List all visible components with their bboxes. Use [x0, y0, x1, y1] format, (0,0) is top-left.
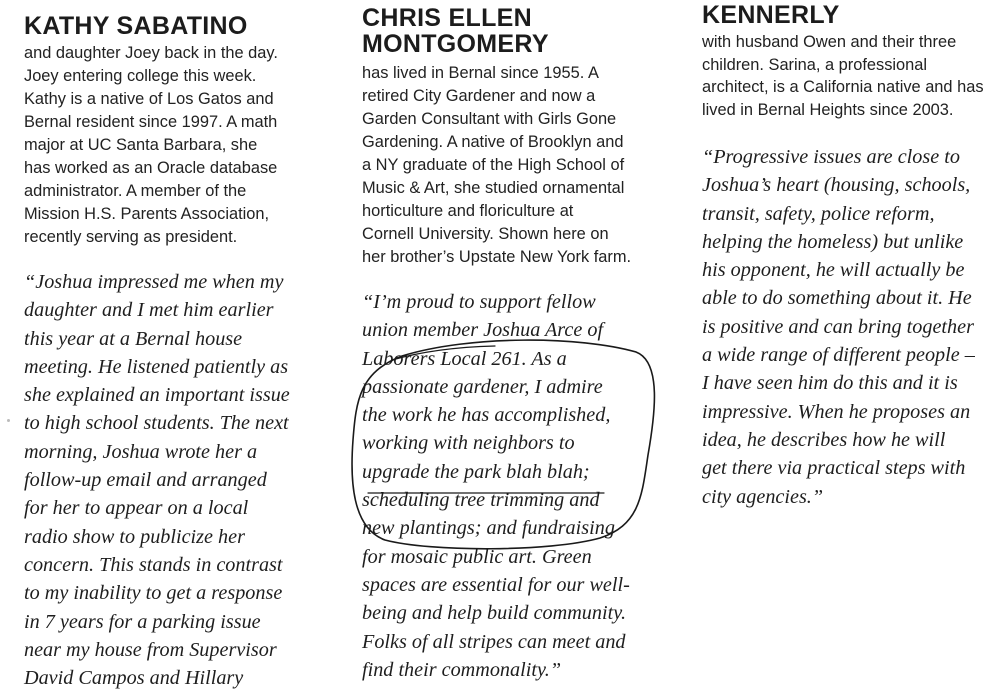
quote-line: to high school students. The next — [24, 412, 289, 435]
quote-line: new plantings; and fundraising — [362, 517, 615, 540]
quote-line: transit, safety, police reform, — [702, 202, 935, 225]
quote-line: being and help build community. — [362, 602, 627, 625]
bio-line: horticulture and floriculture at — [362, 202, 574, 220]
bio-line: Garden Consultant with Girls Gone — [362, 110, 617, 128]
quote-line: for mosaic public art. Green — [362, 545, 592, 568]
bio-line: her brother’s Upstate New York farm. — [362, 248, 632, 266]
bio-line: a NY graduate of the High School of — [362, 156, 625, 174]
quote-line: she explained an important issue — [24, 384, 290, 407]
bio-line: children. Sarina, a professional — [702, 55, 928, 74]
bio-paragraph — [24, 42, 334, 249]
quote-line: city agencies.” — [702, 485, 824, 508]
bio-line: Music & Art, she studied ornamental — [362, 179, 625, 197]
bio-line: administrator. A member of the — [24, 182, 247, 200]
quote-line: daughter and I met him earlier — [24, 299, 274, 322]
quote-line: Laborers Local 261. As a — [362, 347, 567, 370]
bio-line: Bernal resident since 1997. A math — [24, 113, 278, 131]
quote-paragraph — [362, 288, 682, 684]
quote-paragraph — [24, 268, 334, 692]
quote-line: union member Joshua Arce of — [362, 319, 604, 342]
bio-paragraph — [362, 62, 682, 269]
bio-line: retired City Gardener and now a — [362, 87, 596, 105]
person-name: KENNERLY — [702, 1, 840, 29]
quote-line: “Progressive issues are close to — [702, 146, 960, 168]
bio-line: Mission H.S. Parents Association, — [24, 205, 270, 223]
bio-line: Gardening. A native of Brooklyn and — [362, 133, 624, 151]
quote-line: in 7 years for a parking issue — [24, 610, 261, 633]
quote-line: a wide range of different people – — [702, 344, 975, 367]
quote-line: helping the homeless) but unlike — [702, 230, 964, 253]
quote-line: follow-up email and arranged — [24, 469, 267, 492]
quote-line: impressive. When he proposes an — [702, 400, 971, 423]
column-kathy-sabatino — [24, 0, 334, 692]
quote-line: able to do something about it. He — [702, 287, 972, 310]
quote-line: concern. This stands in contrast — [24, 553, 283, 576]
name-line: MONTGOMERY — [362, 30, 549, 58]
column-chris-ellen-montgomery — [362, 0, 682, 684]
bio-line: Kathy is a native of Los Gatos and — [24, 90, 274, 108]
quote-line: Folks of all stripes can meet and — [362, 630, 626, 653]
quote-line: I have seen him do this and it is — [702, 372, 958, 395]
bio-paragraph — [702, 31, 1000, 121]
quote-line: “I’m proud to support fellow — [362, 291, 596, 313]
quote-line: meeting. He listened patiently as — [24, 355, 289, 378]
quote-line: get there via practical steps with — [702, 457, 966, 480]
quote-line: near my house from Supervisor — [24, 638, 277, 661]
quote-line: scheduling tree trimming and — [362, 489, 600, 512]
scan-speck — [7, 419, 10, 422]
bio-line: lived in Bernal Heights since 2003. — [702, 100, 954, 119]
bio-line: with husband Owen and their three — [702, 33, 957, 51]
quote-line: working with neighbors to — [362, 432, 575, 455]
quote-line: Joshua’s heart (housing, schools, — [702, 174, 971, 197]
person-name: KATHY SABATINO — [24, 12, 248, 40]
quote-line: the work he has accomplished, — [362, 404, 611, 427]
quote-line: passionate gardener, I admire — [362, 375, 603, 398]
bio-line: architect, is a California native and has — [702, 78, 984, 96]
quote-line: to my inability to get a response — [24, 582, 283, 605]
quote-paragraph — [702, 143, 1000, 511]
column-kennerly — [702, 0, 1000, 511]
bio-line: has lived in Bernal since 1955. A — [362, 64, 599, 82]
person-name — [362, 5, 682, 57]
quote-line: is positive and can bring together — [702, 315, 974, 338]
quote-line: morning, Joshua wrote her a — [24, 440, 258, 463]
quote-line: find their commonality.” — [362, 658, 562, 681]
quote-line: “Joshua impressed me when my — [24, 271, 284, 293]
quote-line: radio show to publicize her — [24, 525, 245, 548]
bio-line: major at UC Santa Barbara, she — [24, 136, 258, 154]
bio-line: recently serving as president. — [24, 228, 238, 246]
name-line: CHRIS ELLEN — [362, 4, 532, 32]
quote-line: upgrade the park blah blah; — [362, 460, 590, 483]
bio-line: Joey entering college this week. — [24, 67, 257, 85]
quote-line: idea, he describes how he will — [702, 428, 946, 451]
quote-line: his opponent, he will actually be — [702, 259, 965, 282]
bio-line: Cornell University. Shown here on — [362, 225, 609, 243]
bio-line: and daughter Joey back in the day. — [24, 44, 278, 62]
quote-line: spaces are essential for our well- — [362, 573, 630, 596]
quote-line: David Campos and Hillary — [24, 667, 244, 690]
bio-line: has worked as an Oracle database — [24, 159, 278, 177]
quote-line: this year at a Bernal house — [24, 327, 243, 350]
quote-line: for her to appear on a local — [24, 497, 249, 520]
